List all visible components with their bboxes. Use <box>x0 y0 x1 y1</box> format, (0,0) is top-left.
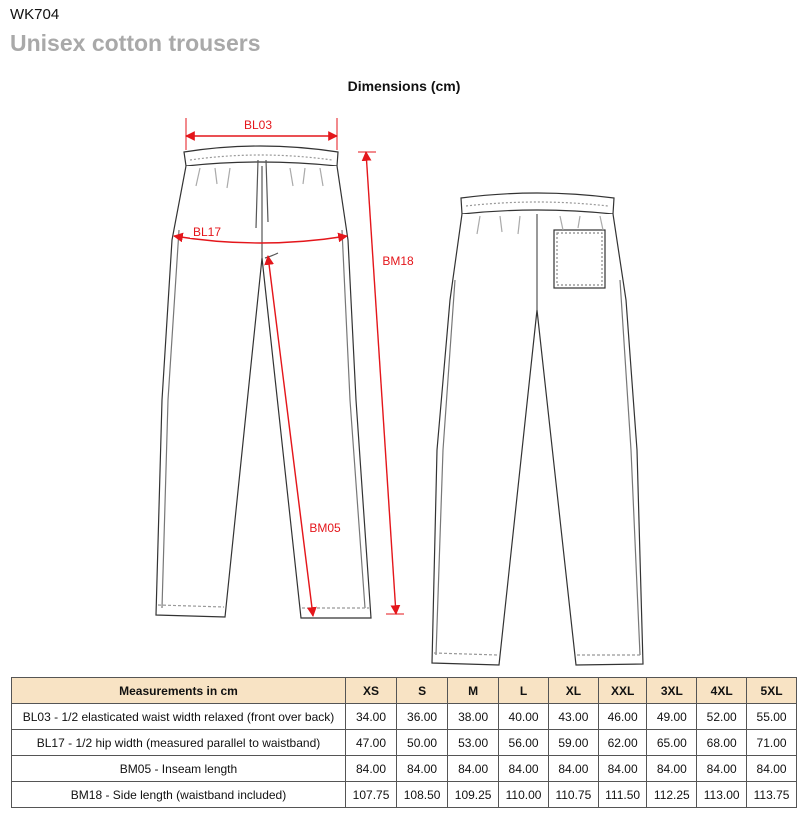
table-cell: 113.75 <box>747 782 797 808</box>
column-header: M <box>448 678 499 704</box>
column-header: S <box>397 678 448 704</box>
table-cell: 43.00 <box>548 704 598 730</box>
table-row <box>12 704 797 730</box>
table-cell: 84.00 <box>697 756 747 782</box>
column-header: 5XL <box>747 678 797 704</box>
table-cell: 38.00 <box>448 704 499 730</box>
table-cell: 110.00 <box>499 782 549 808</box>
table-cell: 52.00 <box>697 704 747 730</box>
table-cell: 50.00 <box>397 730 448 756</box>
table-cell: 49.00 <box>647 704 697 730</box>
table-cell: 111.50 <box>598 782 647 808</box>
table-cell: 59.00 <box>548 730 598 756</box>
table-cell: 36.00 <box>397 704 448 730</box>
table-cell: 62.00 <box>598 730 647 756</box>
column-header: XL <box>548 678 598 704</box>
label-bl17: BL17 <box>192 225 222 239</box>
back-trousers-drawing <box>432 193 643 665</box>
table-row <box>12 730 797 756</box>
table-cell: 84.00 <box>598 756 647 782</box>
label-bm05: BM05 <box>309 521 341 535</box>
row-label: BL03 - 1/2 elasticated waist width relaxed (front over back) <box>12 704 346 730</box>
dimensions-heading: Dimensions (cm) <box>347 78 461 94</box>
table-cell: 109.25 <box>448 782 499 808</box>
table-cell: 112.25 <box>647 782 697 808</box>
column-header: XS <box>346 678 397 704</box>
table-cell: 53.00 <box>448 730 499 756</box>
table-cell: 110.75 <box>548 782 598 808</box>
table-header-row <box>12 678 797 704</box>
column-header: Measurements in cm <box>12 678 346 704</box>
table-cell: 84.00 <box>747 756 797 782</box>
size-table <box>11 677 797 808</box>
table-cell: 46.00 <box>598 704 647 730</box>
table-cell: 84.00 <box>397 756 448 782</box>
table-cell: 84.00 <box>499 756 549 782</box>
table-cell: 56.00 <box>499 730 549 756</box>
table-cell: 108.50 <box>397 782 448 808</box>
table-cell: 107.75 <box>346 782 397 808</box>
product-title: Unisex cotton trousers <box>10 30 261 56</box>
column-header: 3XL <box>647 678 697 704</box>
row-label: BL17 - 1/2 hip width (measured parallel to waistband) <box>12 730 346 756</box>
table-row <box>12 782 797 808</box>
table-cell: 84.00 <box>548 756 598 782</box>
table-row <box>12 756 797 782</box>
table-cell: 34.00 <box>346 704 397 730</box>
table-cell: 84.00 <box>448 756 499 782</box>
column-header: XXL <box>598 678 647 704</box>
table-cell: 55.00 <box>747 704 797 730</box>
table-cell: 40.00 <box>499 704 549 730</box>
table-cell: 84.00 <box>647 756 697 782</box>
column-header: 4XL <box>697 678 747 704</box>
table-cell: 65.00 <box>647 730 697 756</box>
table-cell: 84.00 <box>346 756 397 782</box>
product-code: WK704 <box>10 6 60 23</box>
label-bl03: BL03 <box>243 118 273 132</box>
trousers-diagram <box>0 100 808 670</box>
front-trousers-drawing <box>156 146 371 618</box>
row-label: BM05 - Inseam length <box>12 756 346 782</box>
table-cell: 71.00 <box>747 730 797 756</box>
table-cell: 68.00 <box>697 730 747 756</box>
table-cell: 47.00 <box>346 730 397 756</box>
row-label: BM18 - Side length (waistband included) <box>12 782 346 808</box>
label-bm18: BM18 <box>382 254 414 268</box>
column-header: L <box>499 678 549 704</box>
table-cell: 113.00 <box>697 782 747 808</box>
